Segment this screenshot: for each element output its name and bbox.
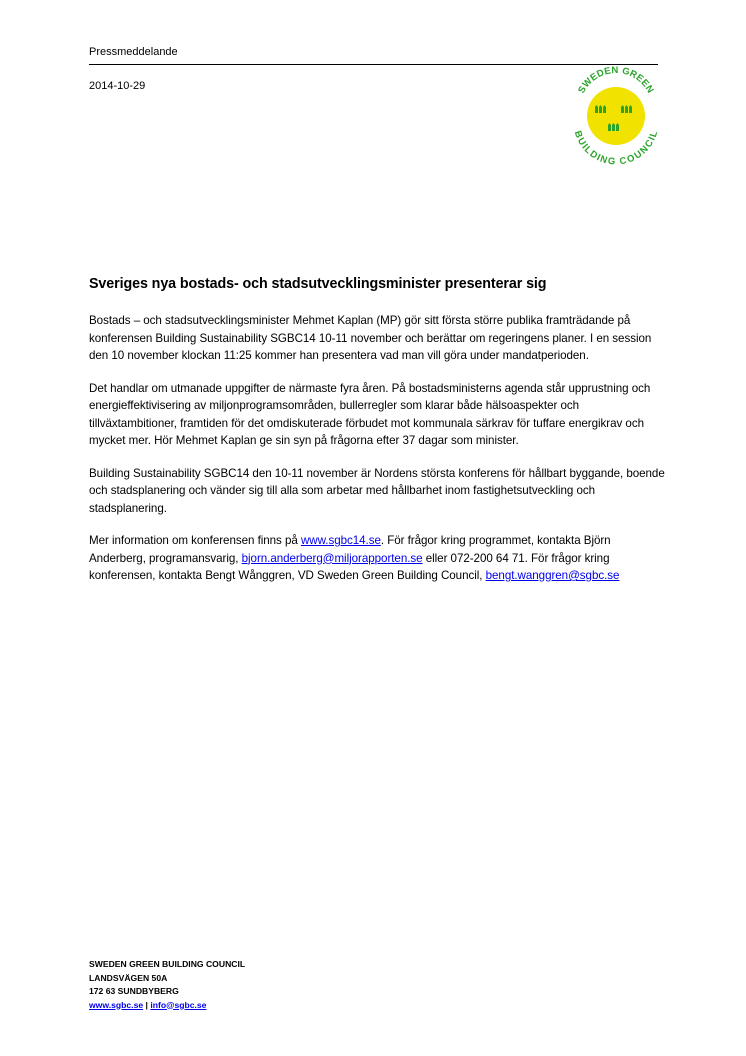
bengt-email-link[interactable]: bengt.wanggren@sgbc.se [485, 569, 620, 582]
conference-website-link[interactable]: www.sgbc14.se [300, 534, 381, 547]
p4-text-2: . För frågor kring programmet, kontakta Björn Anderberg, programansvarig, [89, 534, 611, 565]
logo-circle [587, 87, 645, 145]
footer-street: LANDSVÄGEN 50A [89, 972, 168, 983]
paragraph-4 [89, 532, 669, 585]
footer-city: 172 63 SUNDBYBERG [89, 986, 179, 996]
footer-address [89, 958, 245, 1012]
logo-top-text: SWEDEN GREEN [576, 64, 656, 96]
document-date: 2014-10-29 [89, 80, 146, 92]
footer-web-link[interactable]: www.sgbc.se [89, 999, 144, 1010]
bjorn-email-link[interactable]: bjorn.anderberg@miljorapporten.se [241, 551, 423, 565]
footer-separator: | [143, 999, 151, 1010]
p4-text-1: Mer information om konferensen finns på [89, 534, 301, 547]
article-body [89, 312, 669, 600]
logo-bottom-text: BUILDING COUNCIL [571, 129, 661, 168]
p4-text-3: eller 072-200 64 71. För frågor kring konferensen, kontakta Bengt Wånggren, VD Sweden Green Building Council, [89, 551, 610, 582]
paragraph-1: Bostads – och stadsutvecklingsminister Mehmet Kaplan (MP) gör sitt första större publika framträdande på konferensen Building Sustainability SGBC14 10-11 november och berättar om regeringens planer. I en session den 10 november klockan 11:25 kommer han presentera vad man vill göra under mandatperioden. [89, 314, 652, 362]
press-release-title: Sveriges nya bostads- och stadsutvecklingsminister presenterar sig [89, 276, 547, 292]
footer-email-link[interactable]: info@sgbc.se [150, 999, 207, 1010]
paragraph-2: Det handlar om utmanade uppgifter de närmaste fyra åren. På bostadsministerns agenda står upprustning och energieffektivisering av miljonprogramsområden, bullerregler som klarar både hälsoaspekter och tillväxtambitioner, framtiden för det omdiskuterade förbudet mot kommunala särkrav för tuffare energikrav och mycket mer. Hör Mehmet Kaplan ge sin syn på frågorna efter 37 dagar som minister. [89, 381, 651, 447]
sgbc-logo [566, 62, 666, 172]
header-label: Pressmeddelande [89, 46, 178, 58]
footer-org: SWEDEN GREEN BUILDING COUNCIL [89, 959, 246, 969]
paragraph-3: Building Sustainability SGBC14 den 10-11 november är Nordens största konferens för hållbart byggande, boende och stadsplanering och vänder sig till alla som arbetar med hållbarhet inom fastighetsutveckling och stadsplanering. [89, 466, 665, 515]
footer-links [89, 999, 245, 1013]
